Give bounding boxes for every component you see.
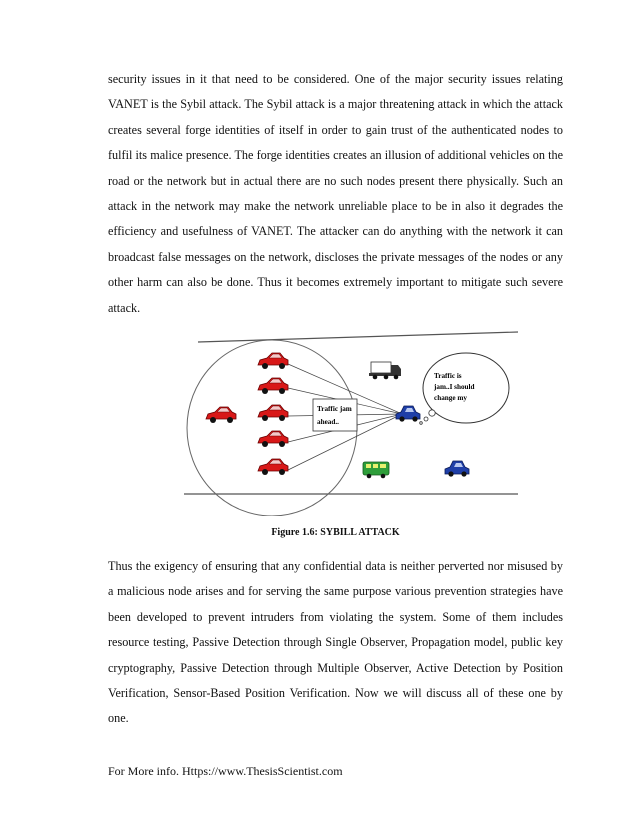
sybil-attack-figure	[176, 318, 521, 516]
normal-car	[445, 461, 469, 477]
false-message-line1: Traffic jam	[317, 405, 352, 413]
attacker-car	[206, 407, 236, 423]
truck-icon	[369, 362, 401, 379]
victim-car	[396, 406, 420, 422]
footer-info: For More info. Https://www.ThesisScientist.com	[108, 764, 343, 778]
sybil-car-3	[258, 405, 288, 421]
sybil-car-4	[258, 431, 288, 447]
paragraph-prevention: Thus the exigency of ensuring that any confidential data is neither perverted nor misused by a malicious node arises and for serving the same purpose various prevention strategies have been developed to prevent intruders from violating the system. Some of them includes resource testing, Passive Detection through Single Observer, Propagation model, public key cryptography, Passive Detection through Multiple Observer, Active Detection by Position Verification, Sensor-Based Position Verification. Now we will discuss all of these one by one.	[108, 559, 563, 726]
bubble-line3: change my	[434, 394, 467, 402]
sybil-car-2	[258, 378, 288, 394]
road-top-line	[198, 332, 518, 342]
sybil-car-5	[258, 459, 288, 475]
bus-icon	[363, 462, 389, 478]
bubble-line1: Traffic is	[434, 372, 462, 380]
paragraph-intro: security issues in it that need to be considered. One of the major security issues relating VANET is the Sybil attack. The Sybil attack is a major threatening attack in which the attack creates several forge identities of itself in order to gain trust of the authenticated nodes to fulfil its malice presence. The forge identities creates an illusion of additional vehicles on the road or the network but in actual there are no such nodes present there physically. Such an attack in the network may make the network unreliable place to be in also it degrades the efficiency and usefulness of VANET. The attacker can do anything with the network it can broadcast false messages on the network, discloses the private messages of the nodes or any other harm can also be done. Thus it becomes extremely important to mitigate such severe attack.	[108, 72, 563, 315]
false-message-line2: ahead..	[317, 418, 339, 426]
figure-caption: Figure 1.6: SYBILL ATTACK	[271, 527, 400, 538]
bubble-line2: jam..I should	[434, 383, 475, 391]
sybil-car-1	[258, 353, 288, 369]
false-message-box	[313, 399, 357, 431]
